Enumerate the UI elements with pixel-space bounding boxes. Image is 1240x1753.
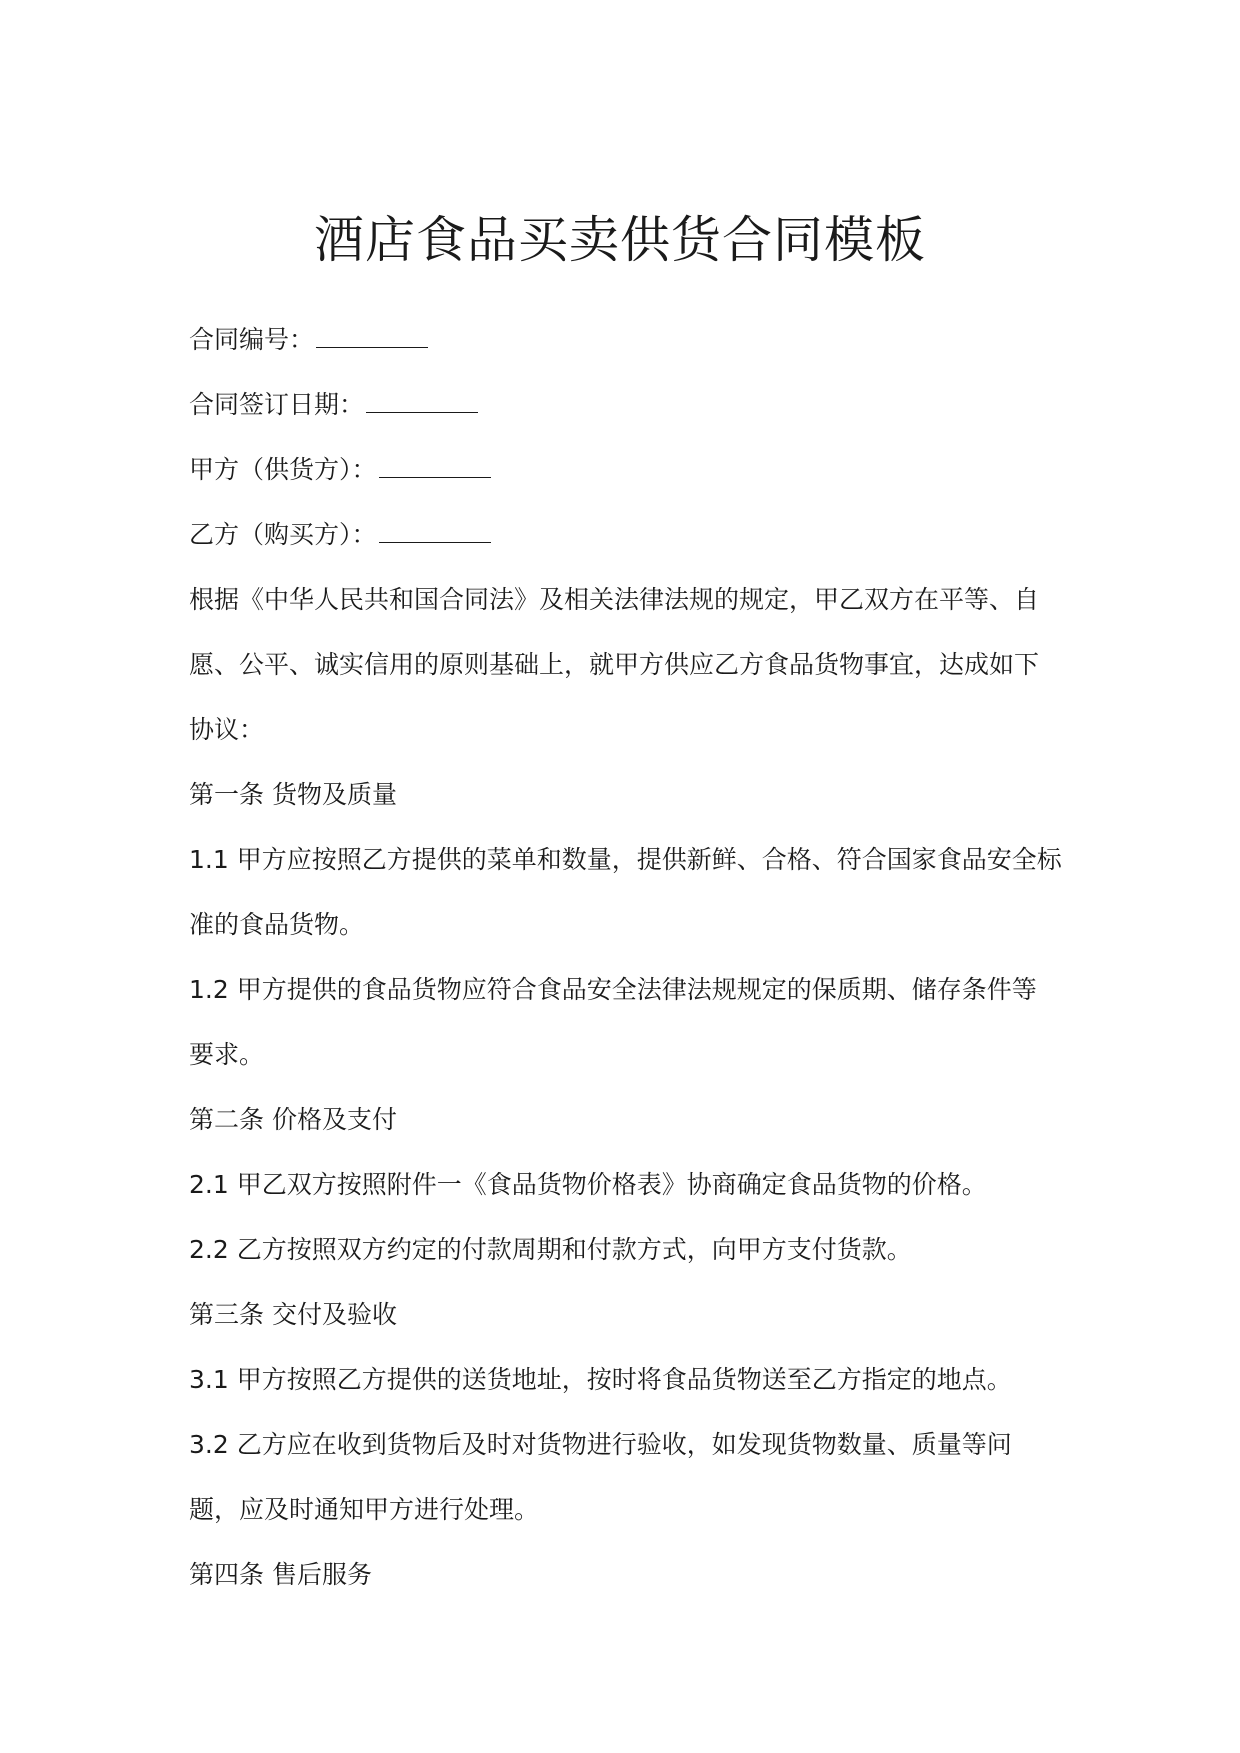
sign-date-field — [189, 387, 478, 423]
contract-number-label: 合同编号： — [189, 325, 315, 354]
sign-date-label: 合同签订日期： — [189, 390, 365, 419]
contract-number-blank[interactable] — [316, 325, 428, 348]
intro-line-1: 根据《中华人民共和国合同法》及相关法律法规的规定，甲乙双方在平等、自 — [189, 585, 1040, 614]
clause-1-2-line-2: 要求。 — [189, 1040, 265, 1069]
clause-1-2-line-1: 1.2 甲方提供的食品货物应符合食品安全法律法规规定的保质期、储存条件等 — [189, 975, 1037, 1004]
article-3-heading: 第三条 交付及验收 — [189, 1300, 397, 1329]
party-b-field — [189, 517, 491, 553]
article-2-heading: 第二条 价格及支付 — [189, 1105, 397, 1134]
intro-line-2: 愿、公平、诚实信用的原则基础上，就甲方供应乙方食品货物事宜，达成如下 — [189, 650, 1040, 679]
party-b-label: 乙方（购买方）： — [189, 520, 377, 549]
clause-3-2-line-1: 3.2 乙方应在收到货物后及时对货物进行验收，如发现货物数量、质量等问 — [189, 1430, 1012, 1459]
article-4-heading: 第四条 售后服务 — [189, 1560, 372, 1589]
party-a-label: 甲方（供货方）： — [189, 455, 377, 484]
sign-date-blank[interactable] — [366, 390, 478, 413]
party-a-field — [189, 452, 491, 488]
clause-2-1: 2.1 甲乙双方按照附件一《食品货物价格表》协商确定食品货物的价格。 — [189, 1170, 987, 1199]
clause-1-1-line-1: 1.1 甲方应按照乙方提供的菜单和数量，提供新鲜、合格、符合国家食品安全标 — [189, 845, 1062, 874]
clause-3-2-line-2: 题，应及时通知甲方进行处理。 — [189, 1495, 540, 1524]
party-b-blank[interactable] — [379, 520, 491, 543]
article-1-heading: 第一条 货物及质量 — [189, 780, 397, 809]
party-a-blank[interactable] — [379, 455, 491, 478]
clause-1-1-line-2: 准的食品货物。 — [189, 910, 365, 939]
contract-number-field — [189, 322, 428, 358]
intro-line-3: 协议： — [189, 715, 265, 744]
clause-3-1: 3.1 甲方按照乙方提供的送货地址，按时将食品货物送至乙方指定的地点。 — [189, 1365, 1012, 1394]
clause-2-2: 2.2 乙方按照双方约定的付款周期和付款方式，向甲方支付货款。 — [189, 1235, 912, 1264]
document-title: 酒店食品买卖供货合同模板 — [314, 211, 926, 269]
